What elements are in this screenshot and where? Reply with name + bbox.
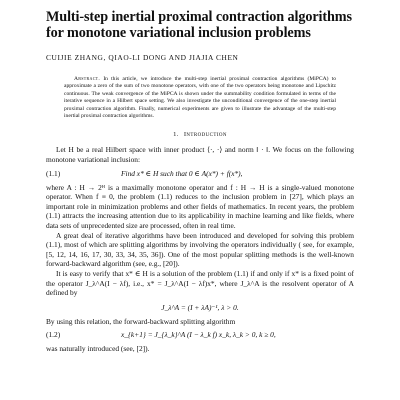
- equation-resolvent: [46, 300, 354, 315]
- paragraph-3: A great deal of iterative algorithms have been introduced and developed for solving this problem (1.1), most of which are splitting algorithms by involving the operators individually ( see, for example, [5, 12, 14, 16, 17, 30, 33, 34, 35, 36]). One of the most popular splitting methods is the well-known forward-backward algorithm (see, e.g., [20]).: [46, 230, 354, 269]
- paragraph-2: where A : H → 2ᴴ is a maximally monotone operator and f : H → H is a single-valued monotone operator. When f ≡ 0, the problem (1.1) reduces to the inclusion problem in [27], which plays an important role in minimization problems and other fields of mathematics. In recent years, the problem (1.1) attracts the increasing attention due to its applicability in machine learning and like fields, where data sets of unprecedented size are processed, often in real time.: [46, 182, 354, 230]
- equation-body: Find x* ∈ H such that 0 ∈ A(x*) + f(x*),: [121, 168, 243, 178]
- abstract-text: In this article, we introduce the multi-step inertial proximal contraction algorithms (MiPCA) to approximate a zero of the sum of two monotone operators, with one of the two operators being monotone and Lipschitz continuous. The weak convergence of the MiPCA is shown under the summability condition formulated in terms of the iterative sequence in a Hilbert space setting. We also investigate the unconditional convergence of the one-step inertial proximal contraction algorithm. Finally, numerical experiments are given to illustrate the advantage of the multi-step inertial proximal contraction algorithms.: [64, 76, 336, 120]
- paragraph-6: was naturally introduced (see, [2]).: [46, 344, 150, 354]
- section-heading: [46, 131, 354, 138]
- equation-1-2: [46, 328, 354, 342]
- section-title: Introduction: [183, 131, 227, 139]
- paragraph-4: It is easy to verify that x* ∈ H is a solution of the problem (1.1) if and only if x* is a fixed point of the operator J_λ^A(I − λf), i.e., x* = J_λ^A(I − λf)x*, where J_λ^A is the resolvent operator of A defined by: [46, 268, 354, 298]
- abstract-label: Abstract.: [74, 76, 101, 82]
- equation-number: (1.2): [46, 330, 61, 340]
- abstract: [64, 76, 336, 120]
- paragraph-5: By using this relation, the forward-backward splitting algorithm: [46, 316, 236, 326]
- paper-title: Multi-step inertial proximal contraction algorithms for monotone variational inclusion problems: [46, 9, 352, 41]
- equation-1-1: [46, 167, 354, 181]
- equation-number: (1.1): [46, 168, 61, 178]
- section-number: 1.: [173, 131, 179, 139]
- equation-body: J_λ^A = (I + λA)⁻¹, λ > 0.: [161, 302, 239, 312]
- equation-body: x_{k+1} = J_{λ_k}^A (I − λ_k f) x_k, λ_k > 0, k ≥ 0,: [121, 330, 276, 340]
- paragraph-1: Let H be a real Hilbert space with inner product ⟨·, ·⟩ and norm ‖ · ‖. We focus on the following monotone variational inclusion:: [46, 145, 354, 165]
- paper-authors: CUIJIE ZHANG, QIAO-LI DONG AND JIAJIA CHEN: [46, 53, 239, 62]
